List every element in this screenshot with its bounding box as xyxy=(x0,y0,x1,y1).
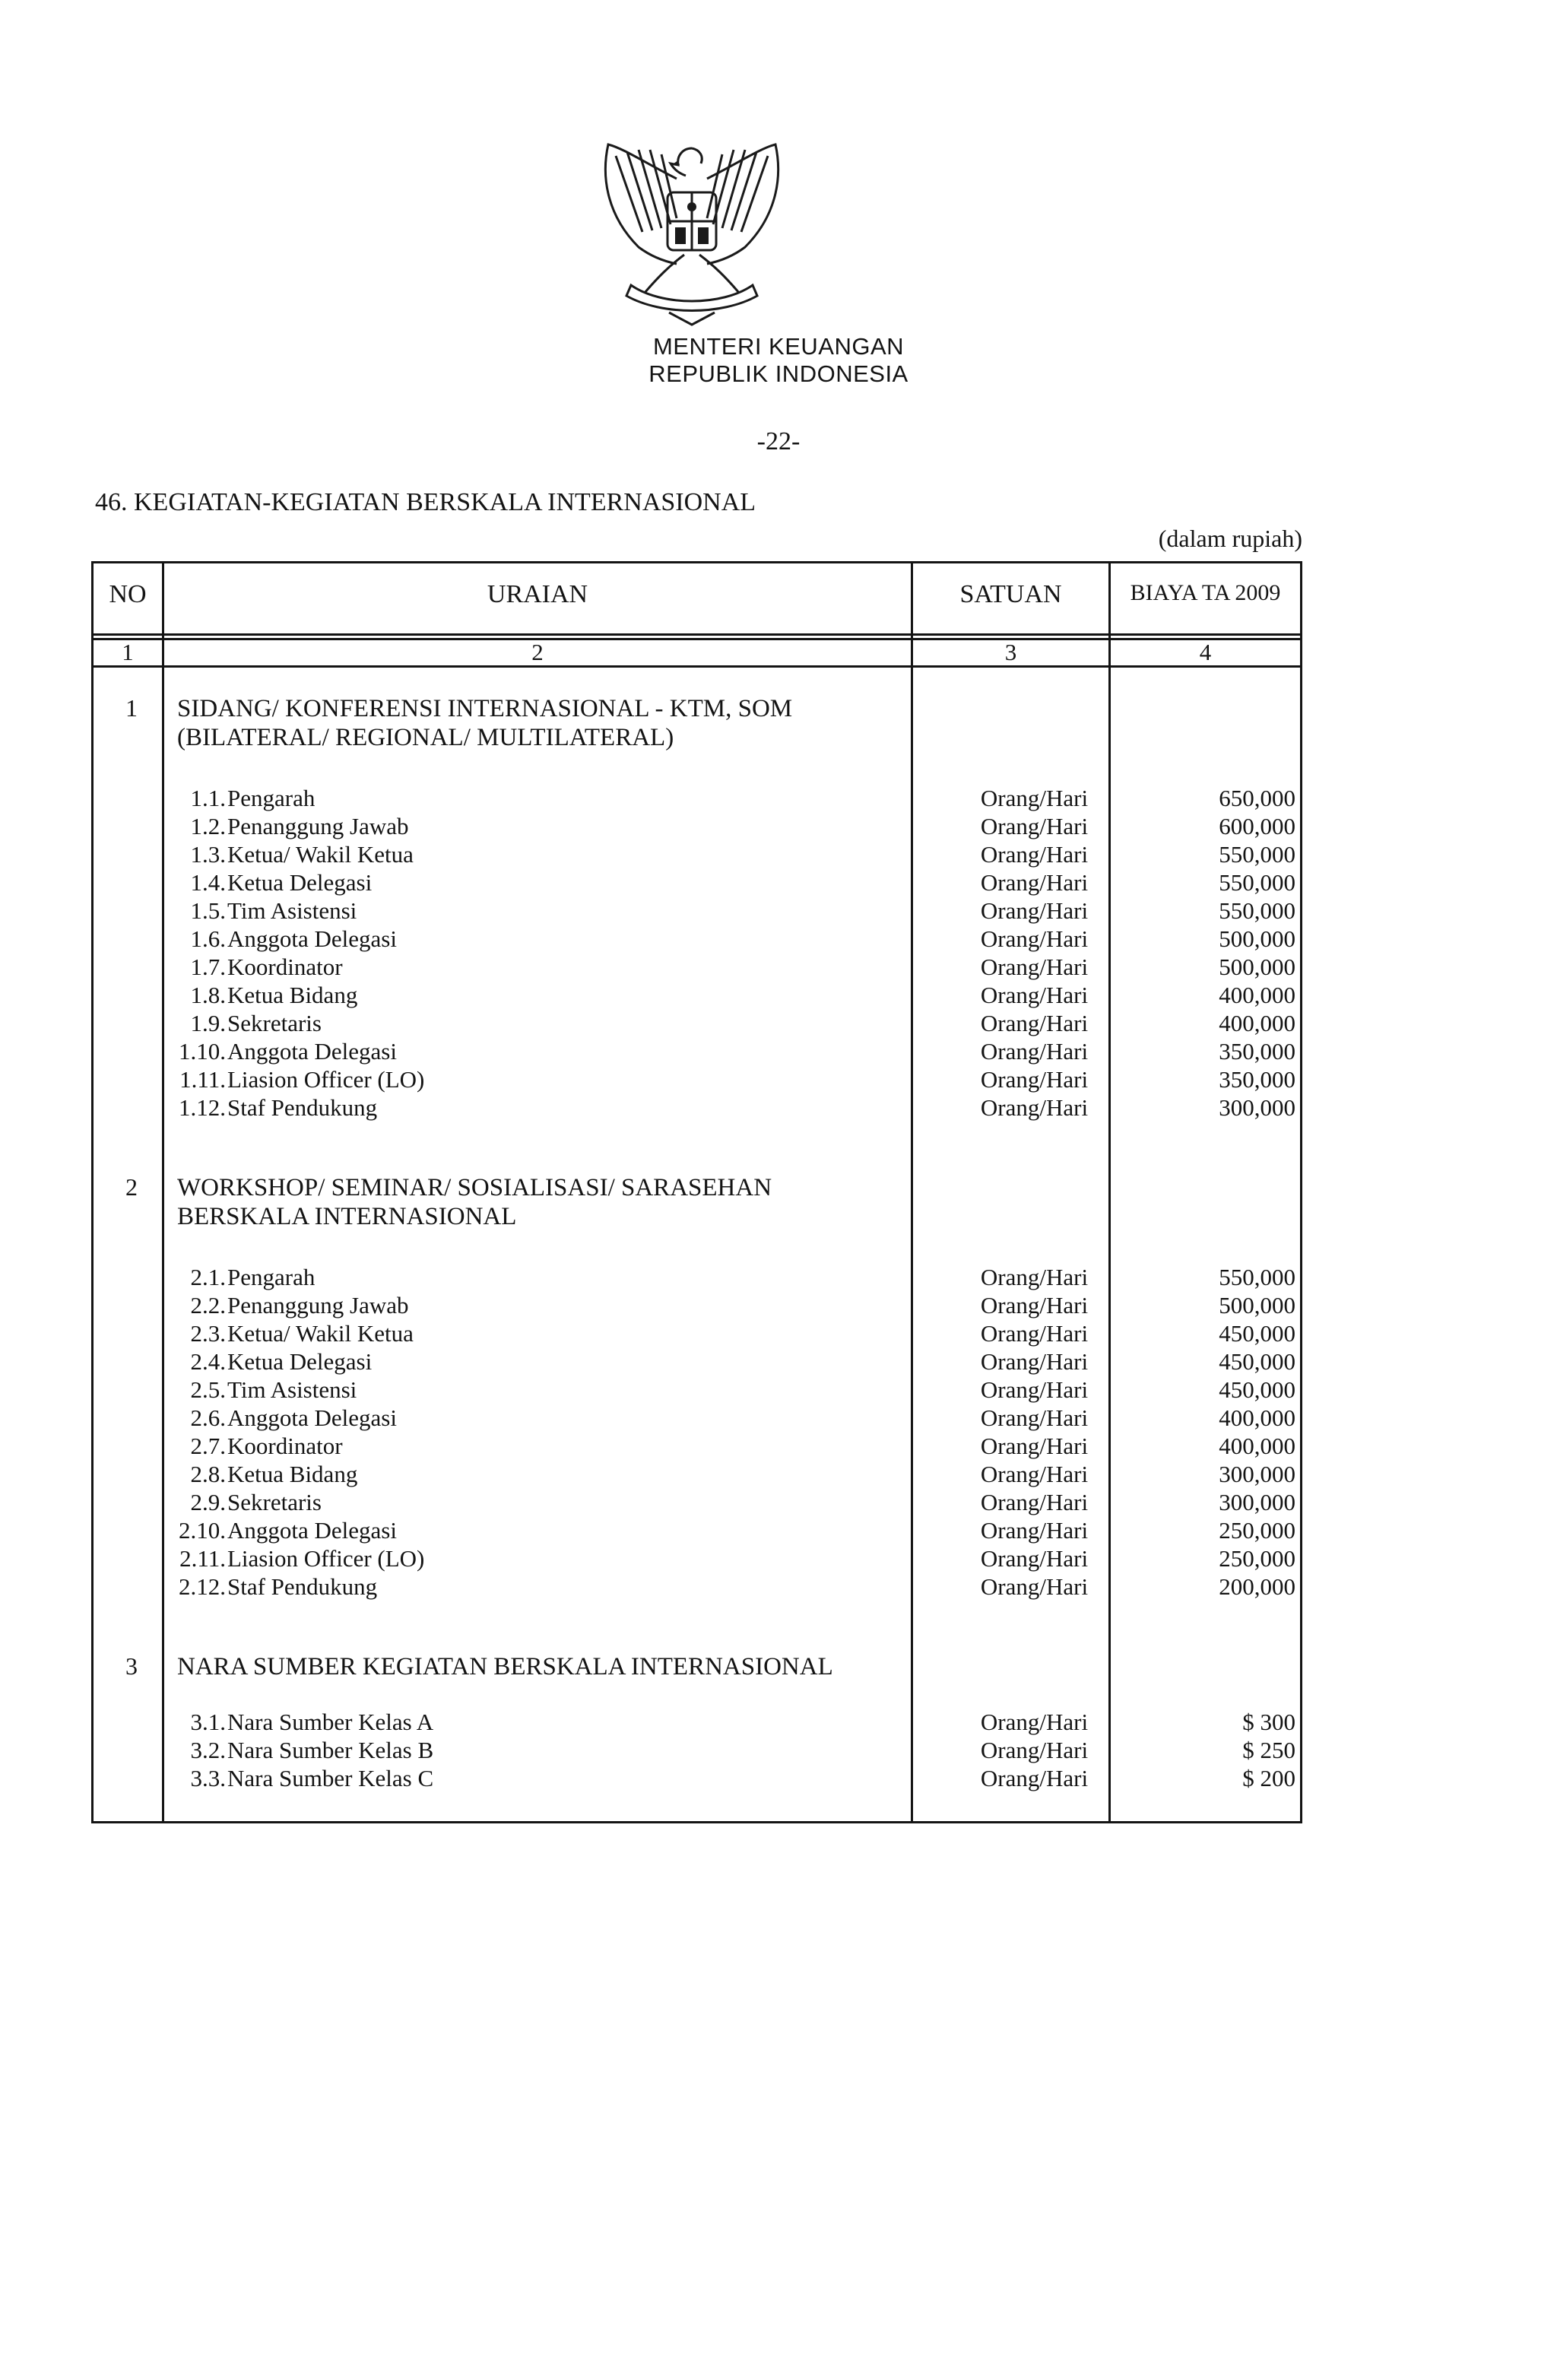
item-cost: 400,000 xyxy=(1219,1404,1295,1431)
item-cost: $ 300 xyxy=(1242,1709,1295,1735)
table-row xyxy=(94,1291,1300,1319)
item-code: 2.9. xyxy=(190,1489,226,1515)
item-unit: Orang/Hari xyxy=(980,1320,1089,1347)
ministry-name: MENTERI KEUANGAN xyxy=(652,333,905,360)
item-unit: Orang/Hari xyxy=(980,1038,1089,1065)
item-name: Liasion Officer (LO) xyxy=(227,1066,425,1093)
table-row xyxy=(94,1404,1300,1432)
item-name: Nara Sumber Kelas A xyxy=(227,1709,434,1735)
item-cost: 450,000 xyxy=(1219,1320,1295,1347)
item-unit: Orang/Hari xyxy=(980,785,1089,811)
item-cost: 300,000 xyxy=(1219,1489,1295,1515)
group-title xyxy=(177,694,907,752)
table-row xyxy=(94,925,1300,953)
column-divider xyxy=(911,563,913,1821)
item-name: Ketua/ Wakil Ketua xyxy=(227,841,414,868)
item-cost: 350,000 xyxy=(1219,1066,1295,1093)
item-cost: 550,000 xyxy=(1219,897,1295,924)
column-index: 1 xyxy=(122,639,134,665)
section-title: 46. KEGIATAN-KEGIATAN BERSKALA INTERNASIONAL xyxy=(95,488,756,516)
item-code: 2.12. xyxy=(179,1573,226,1600)
item-unit: Orang/Hari xyxy=(980,1264,1089,1290)
group-title xyxy=(177,1652,937,1681)
item-code: 2.5. xyxy=(190,1376,226,1403)
header-divider xyxy=(94,633,1300,636)
item-name: Liasion Officer (LO) xyxy=(227,1545,425,1572)
item-cost: 400,000 xyxy=(1219,982,1295,1008)
item-cost: 300,000 xyxy=(1219,1461,1295,1487)
item-name: Anggota Delegasi xyxy=(227,1038,397,1065)
table-row xyxy=(94,953,1300,981)
cost-table xyxy=(91,561,1302,1823)
republic-name: REPUBLIK INDONESIA xyxy=(648,360,909,387)
item-code: 3.2. xyxy=(190,1737,226,1763)
item-cost: 400,000 xyxy=(1219,1433,1295,1459)
column-divider xyxy=(162,563,164,1821)
table-row xyxy=(94,1708,1300,1736)
item-unit: Orang/Hari xyxy=(980,869,1089,896)
item-cost: 250,000 xyxy=(1219,1517,1295,1544)
item-unit: Orang/Hari xyxy=(980,1461,1089,1487)
item-name: Pengarah xyxy=(227,785,316,811)
item-unit: Orang/Hari xyxy=(980,841,1089,868)
item-code: 1.11. xyxy=(179,1066,226,1093)
item-name: Anggota Delegasi xyxy=(227,925,397,952)
item-name: Koordinator xyxy=(227,954,343,980)
item-unit: Orang/Hari xyxy=(980,1404,1089,1431)
item-name: Tim Asistensi xyxy=(227,897,357,924)
item-name: Ketua Bidang xyxy=(227,982,358,1008)
group-number: 3 xyxy=(125,1652,138,1680)
item-unit: Orang/Hari xyxy=(980,1433,1089,1459)
item-name: Nara Sumber Kelas B xyxy=(227,1737,434,1763)
item-name: Staf Pendukung xyxy=(227,1094,378,1121)
header-uraian: URAIAN xyxy=(487,580,588,608)
group-number: 1 xyxy=(125,694,138,722)
group-title xyxy=(177,1173,907,1231)
item-unit: Orang/Hari xyxy=(980,1094,1089,1121)
column-index: 3 xyxy=(1004,639,1017,665)
item-unit: Orang/Hari xyxy=(980,813,1089,839)
item-code: 1.2. xyxy=(190,813,226,839)
item-unit: Orang/Hari xyxy=(980,1010,1089,1036)
item-unit: Orang/Hari xyxy=(980,897,1089,924)
table-row xyxy=(94,1065,1300,1093)
item-code: 1.3. xyxy=(190,841,226,868)
table-row xyxy=(94,840,1300,868)
table-row xyxy=(94,1572,1300,1601)
item-unit: Orang/Hari xyxy=(980,1765,1089,1791)
item-cost: 300,000 xyxy=(1219,1094,1295,1121)
table-row xyxy=(94,1263,1300,1291)
item-unit: Orang/Hari xyxy=(980,1348,1089,1375)
item-code: 1.12. xyxy=(179,1094,226,1121)
item-unit: Orang/Hari xyxy=(980,1709,1089,1735)
table-row xyxy=(94,1037,1300,1065)
table-row xyxy=(94,1376,1300,1404)
item-cost: 550,000 xyxy=(1219,869,1295,896)
item-code: 3.1. xyxy=(190,1709,226,1735)
group-title-line: SIDANG/ KONFERENSI INTERNASIONAL - KTM, SOM xyxy=(177,695,793,722)
garuda-emblem-icon xyxy=(585,133,798,331)
item-name: Ketua Delegasi xyxy=(227,869,373,896)
item-code: 2.8. xyxy=(190,1461,226,1487)
item-code: 2.6. xyxy=(190,1404,226,1431)
item-name: Pengarah xyxy=(227,1264,316,1290)
item-name: Staf Pendukung xyxy=(227,1573,378,1600)
item-name: Ketua Delegasi xyxy=(227,1348,373,1375)
item-cost: 500,000 xyxy=(1219,925,1295,952)
item-name: Ketua Bidang xyxy=(227,1461,358,1487)
item-cost: 550,000 xyxy=(1219,1264,1295,1290)
item-name: Sekretaris xyxy=(227,1489,322,1515)
item-name: Anggota Delegasi xyxy=(227,1517,397,1544)
item-code: 2.3. xyxy=(190,1320,226,1347)
item-code: 2.11. xyxy=(179,1545,226,1572)
item-unit: Orang/Hari xyxy=(980,1292,1089,1319)
item-code: 2.7. xyxy=(190,1433,226,1459)
item-code: 2.10. xyxy=(179,1517,226,1544)
table-row xyxy=(94,868,1300,896)
item-cost: 250,000 xyxy=(1219,1545,1295,1572)
item-cost: 600,000 xyxy=(1219,813,1295,839)
header-satuan: SATUAN xyxy=(959,580,1062,608)
header-no: NO xyxy=(109,580,147,608)
item-unit: Orang/Hari xyxy=(980,925,1089,952)
group-title-line: WORKSHOP/ SEMINAR/ SOSIALISASI/ SARASEHAN xyxy=(177,1174,772,1201)
item-name: Penanggung Jawab xyxy=(227,813,409,839)
table-row xyxy=(94,1764,1300,1792)
item-code: 1.1. xyxy=(190,785,226,811)
column-index: 4 xyxy=(1199,639,1212,665)
item-unit: Orang/Hari xyxy=(980,1376,1089,1403)
currency-note: (dalam rupiah) xyxy=(1158,525,1302,552)
item-unit: Orang/Hari xyxy=(980,954,1089,980)
table-row xyxy=(94,1488,1300,1516)
item-name: Nara Sumber Kelas C xyxy=(227,1765,434,1791)
item-name: Tim Asistensi xyxy=(227,1376,357,1403)
table-row xyxy=(94,1516,1300,1544)
group-number: 2 xyxy=(125,1173,138,1201)
item-unit: Orang/Hari xyxy=(980,1737,1089,1763)
item-name: Penanggung Jawab xyxy=(227,1292,409,1319)
item-name: Ketua/ Wakil Ketua xyxy=(227,1320,414,1347)
table-row xyxy=(94,1460,1300,1488)
item-name: Koordinator xyxy=(227,1433,343,1459)
item-code: 1.6. xyxy=(190,925,226,952)
item-code: 2.2. xyxy=(190,1292,226,1319)
group-title-line: (BILATERAL/ REGIONAL/ MULTILATERAL) xyxy=(177,724,674,751)
item-cost: 650,000 xyxy=(1219,785,1295,811)
item-unit: Orang/Hari xyxy=(980,1517,1089,1544)
item-cost: 500,000 xyxy=(1219,1292,1295,1319)
item-cost: 450,000 xyxy=(1219,1348,1295,1375)
item-code: 2.1. xyxy=(190,1264,226,1290)
item-cost: 450,000 xyxy=(1219,1376,1295,1403)
item-cost: 550,000 xyxy=(1219,841,1295,868)
item-cost: $ 200 xyxy=(1242,1765,1295,1791)
table-row xyxy=(94,1319,1300,1347)
item-cost: 350,000 xyxy=(1219,1038,1295,1065)
item-code: 2.4. xyxy=(190,1348,226,1375)
item-code: 1.7. xyxy=(190,954,226,980)
item-unit: Orang/Hari xyxy=(980,1545,1089,1572)
table-row xyxy=(94,1093,1300,1122)
page-number: -22- xyxy=(756,427,801,455)
column-index: 2 xyxy=(531,639,544,665)
item-code: 1.8. xyxy=(190,982,226,1008)
item-cost: 200,000 xyxy=(1219,1573,1295,1600)
item-cost: 500,000 xyxy=(1219,954,1295,980)
table-row xyxy=(94,1009,1300,1037)
item-code: 3.3. xyxy=(190,1765,226,1791)
item-name: Anggota Delegasi xyxy=(227,1404,397,1431)
ministry-heading xyxy=(0,333,1557,388)
item-cost: $ 250 xyxy=(1242,1737,1295,1763)
table-row xyxy=(94,1432,1300,1460)
table-row xyxy=(94,1544,1300,1572)
table-row xyxy=(94,896,1300,925)
item-unit: Orang/Hari xyxy=(980,1066,1089,1093)
column-divider xyxy=(1108,563,1111,1821)
table-row xyxy=(94,784,1300,812)
table-row xyxy=(94,1736,1300,1764)
item-code: 1.5. xyxy=(190,897,226,924)
item-unit: Orang/Hari xyxy=(980,982,1089,1008)
item-code: 1.9. xyxy=(190,1010,226,1036)
header-biaya: BIAYA TA 2009 xyxy=(1130,580,1281,605)
item-cost: 400,000 xyxy=(1219,1010,1295,1036)
table-row xyxy=(94,1347,1300,1376)
item-unit: Orang/Hari xyxy=(980,1573,1089,1600)
item-name: Sekretaris xyxy=(227,1010,322,1036)
group-title-line: NARA SUMBER KEGIATAN BERSKALA INTERNASIONAL xyxy=(177,1653,833,1680)
group-title-line: BERSKALA INTERNASIONAL xyxy=(177,1203,517,1230)
table-row xyxy=(94,981,1300,1009)
item-code: 1.10. xyxy=(179,1038,226,1065)
item-unit: Orang/Hari xyxy=(980,1489,1089,1515)
item-code: 1.4. xyxy=(190,869,226,896)
table-row xyxy=(94,812,1300,840)
